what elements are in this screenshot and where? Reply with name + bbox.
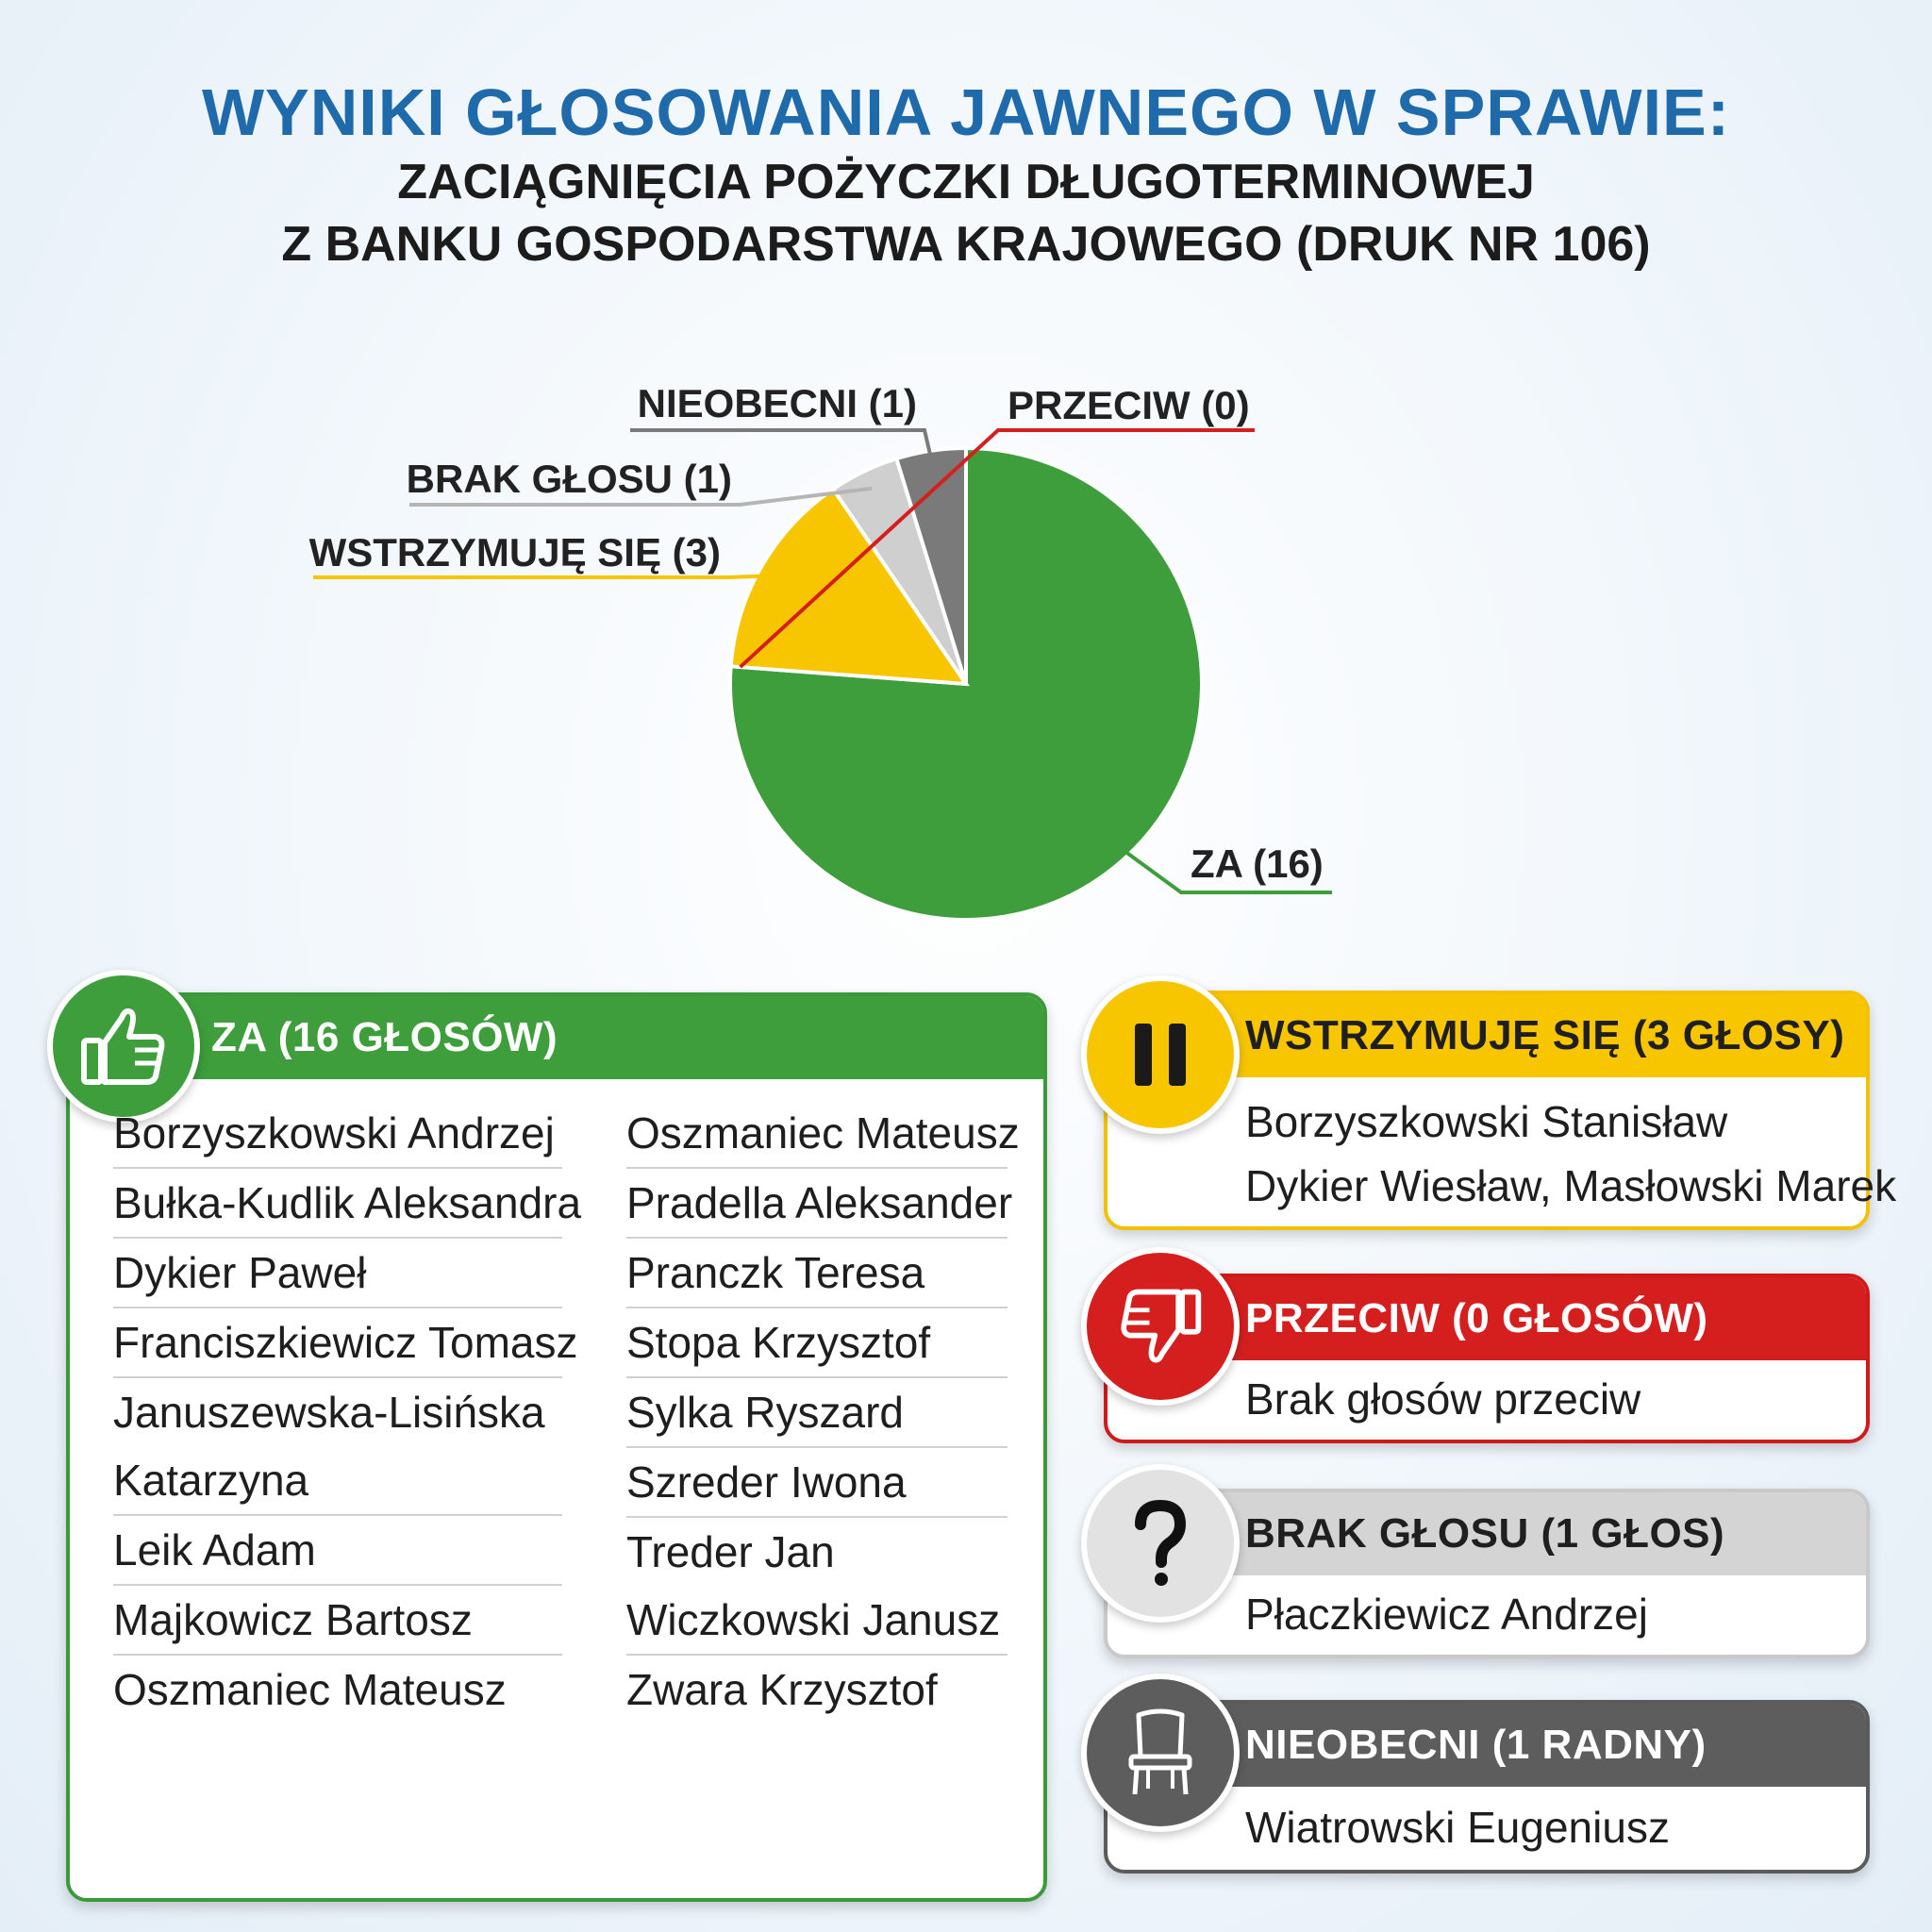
nieobecni-badge <box>1081 1674 1240 1832</box>
za-panel-title: ZA (16 GŁOSÓW) <box>211 1014 558 1060</box>
za-name-left-3: Dykier Paweł <box>113 1239 562 1308</box>
wstrzymuje-line2: Dykier Wiesław, Masłowski Marek <box>1245 1161 1897 1210</box>
page-title: WYNIKI GŁOSOWANIA JAWNEGO W SPRAWIE: <box>201 75 1731 149</box>
za-name-left-8: Majkowicz Bartosz <box>113 1586 562 1656</box>
question-mark-icon <box>1118 1496 1203 1591</box>
za-name-left-2: Bułka-Kudlik Aleksandra <box>113 1169 562 1239</box>
za-names-right <box>626 1099 1020 1724</box>
za-name-right-3: Pranczk Teresa <box>626 1239 1008 1308</box>
pie-label-wstrzymuje: WSTRZYMUJĘ SIĘ (3) <box>308 530 721 575</box>
brak-glosu-badge <box>1081 1464 1240 1623</box>
za-name-left-9: Oszmaniec Mateusz <box>113 1665 507 1714</box>
wstrzymuje-panel-title: WSTRZYMUJĘ SIĘ (3 GŁOSY) <box>1245 1012 1845 1058</box>
pause-icon <box>1118 1012 1203 1097</box>
pie-label-przeciw: PRZECIW (0) <box>1008 383 1250 427</box>
thumbs-down-icon <box>1115 1281 1206 1372</box>
chair-icon <box>1118 1707 1203 1798</box>
pie-label-za: ZA (16) <box>1191 841 1324 886</box>
brak-glosu-panel-title: BRAK GŁOSU (1 GŁOS) <box>1245 1510 1725 1557</box>
za-name-left-1: Borzyszkowski Andrzej <box>113 1099 562 1169</box>
brak-glosu-line1: Płaczkiewicz Andrzej <box>1245 1590 1648 1639</box>
pie-label-brak-glosu: BRAK GŁOSU (1) <box>406 457 732 501</box>
pie-chart <box>0 0 1932 943</box>
za-panel-header <box>70 996 1043 1079</box>
za-name-right-6: Szreder Iwona <box>626 1448 1008 1518</box>
nieobecni-line1: Wiatrowski Eugeniusz <box>1245 1803 1670 1852</box>
wstrzymuje-line1: Borzyszkowski Stanisław <box>1245 1097 1728 1146</box>
pie-label-nieobecni: NIEOBECNI (1) <box>637 381 917 425</box>
nieobecni-panel-title: NIEOBECNI (1 RADNY) <box>1245 1722 1707 1768</box>
page-subtitle-line1: ZACIĄGNIĘCIA POŻYCZKI DŁUGOTERMINOWEJ <box>397 155 1535 209</box>
za-name-right-2: Pradella Aleksander <box>626 1169 1008 1239</box>
pie-slices <box>730 448 1202 920</box>
za-name-left-4: Franciszkiewicz Tomasz <box>113 1308 562 1378</box>
za-name-left-6: Katarzyna <box>113 1446 562 1516</box>
za-name-right-1: Oszmaniec Mateusz <box>626 1099 1008 1169</box>
za-names-left <box>113 1099 582 1724</box>
za-name-left-5: Januszewska-Lisińska <box>113 1388 545 1437</box>
page-subtitle-line2: Z BANKU GOSPODARSTWA KRAJOWEGO (DRUK NR 106) <box>281 217 1651 272</box>
pie-leader-wstrzymuje <box>313 575 778 577</box>
wstrzymuje-badge <box>1081 975 1240 1134</box>
thumbs-up-icon <box>76 999 171 1093</box>
za-name-right-4: Stopa Krzysztof <box>626 1308 1008 1378</box>
za-name-right-5: Sylka Ryszard <box>626 1378 1008 1448</box>
przeciw-line1: Brak głosów przeciw <box>1245 1374 1641 1424</box>
za-name-right-9: Zwara Krzysztof <box>626 1665 938 1714</box>
za-name-left-7: Leik Adam <box>113 1516 562 1586</box>
za-name-right-7: Treder Jan <box>626 1527 835 1576</box>
przeciw-panel-title: PRZECIW (0 GŁOSÓW) <box>1245 1295 1708 1341</box>
przeciw-badge <box>1081 1247 1240 1406</box>
za-name-right-8: Wiczkowski Janusz <box>626 1586 1008 1656</box>
